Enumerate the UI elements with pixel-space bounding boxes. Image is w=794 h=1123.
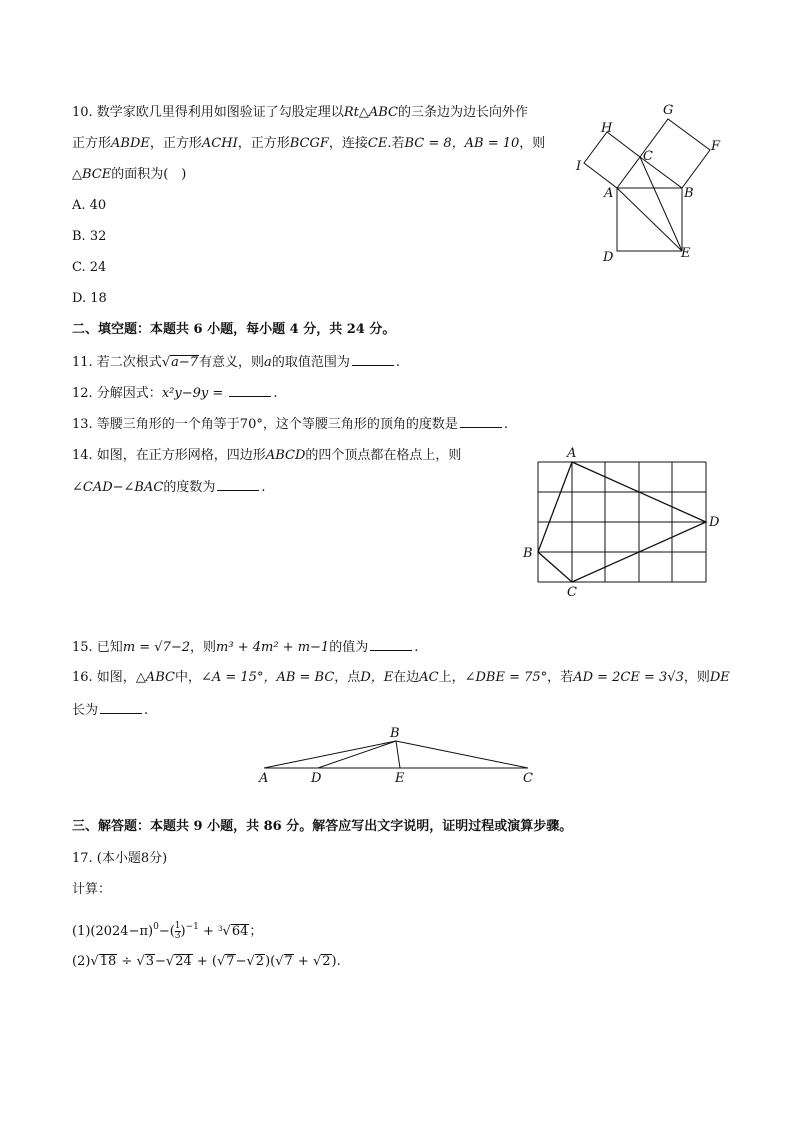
label-g: G <box>663 103 674 118</box>
q17-intro: 计算： <box>72 882 112 897</box>
label-a: A <box>604 186 614 201</box>
q12: 12. 分解因式：x²y−9y = . <box>72 386 278 401</box>
q16-line1: 16. 如图，△ABC中，∠A = 15°，AB = BC，点D，E在边AC上，∠DBE = 75°，若AD = 2CE = 3√3，则DE <box>72 670 730 685</box>
label-b: B <box>684 186 694 201</box>
q14-line2: ∠CAD−∠BAC的度数为 . <box>72 480 266 495</box>
label-d: D <box>311 771 322 786</box>
label-e: E <box>681 246 691 261</box>
q11: 11. 若二次根式√a−7有意义，则a的取值范围为 . <box>72 355 400 370</box>
label-f: F <box>711 139 721 154</box>
q15: 15. 已知m = √7−2，则m³ + 4m² + m−1的值为 . <box>72 640 419 655</box>
q10-option-a: A. 40 <box>72 198 107 213</box>
q10-line1: 10. 数学家欧几里得利用如图验证了勾股定理以Rt△ABC的三条边为边长向外作 <box>72 105 528 120</box>
label-c: C <box>567 585 577 600</box>
label-d: D <box>709 515 720 530</box>
section3-title: 三、解答题：本题共 9 小题，共 86 分。解答应写出文字说明，证明过程或演算步骤。 <box>72 819 573 834</box>
label-d: D <box>603 250 614 265</box>
q10-line2: 正方形ABDE，正方形ACHI，正方形BCGF，连接CE.若BC = 8，AB = 10，则 <box>72 136 546 151</box>
q17-part2: (2)√18 ÷ √3−√24 + (√7−√2)(√7 + √2). <box>72 954 341 969</box>
section2-title: 二、填空题：本题共 6 小题，每小题 4 分，共 24 分。 <box>72 322 396 337</box>
q17-part1: $(1)(2024-\pi)^0-$( $\frac{1}{3}$ )$^{-1}$ + $^3$√64； <box>72 921 263 941</box>
q10-line3: △BCE的面积为( ) <box>72 167 187 182</box>
label-h: H <box>601 121 613 136</box>
label-c: C <box>643 149 653 164</box>
q10-option-c: C. 24 <box>72 260 107 275</box>
segment-bc <box>396 741 528 768</box>
segment-be <box>396 741 400 768</box>
label-b: B <box>523 546 533 561</box>
label-e: E <box>395 771 405 786</box>
q17-title: 17. (本小题8分) <box>72 851 168 866</box>
q13: 13. 等腰三角形的一个角等于70°，这个等腰三角形的顶角的度数是 . <box>72 417 508 432</box>
q14-line1: 14. 如图，在正方形网格，四边形ABCD的四个顶点都在格点上，则 <box>72 448 462 463</box>
label-a: A <box>567 446 577 461</box>
label-b: B <box>390 726 400 741</box>
q10-option-d: D. 18 <box>72 291 107 306</box>
label-c: C <box>523 771 533 786</box>
q16-line2: 长为 . <box>72 703 149 718</box>
label-i: I <box>576 159 582 174</box>
label-a: A <box>259 771 269 786</box>
q10-option-b: B. 32 <box>72 229 107 244</box>
